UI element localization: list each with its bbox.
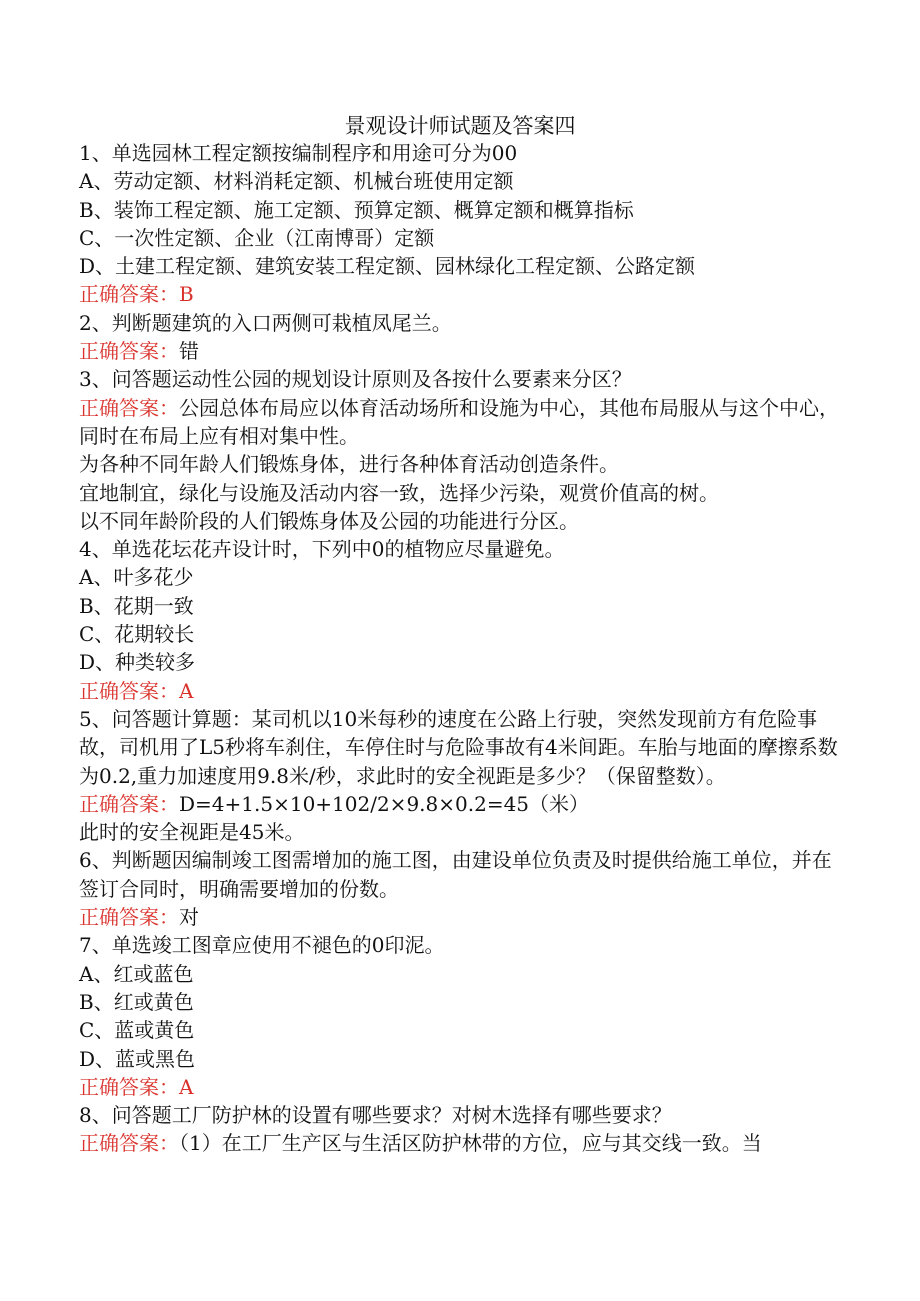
answer-line [79, 1129, 839, 1157]
question-stem: 4、单选花坛花卉设计时，下列中0的植物应尽量避免。 [79, 537, 565, 562]
option: A、红或蓝色 [79, 961, 194, 986]
question-stem: 2、判断题建筑的入口两侧可栽植凤尾兰。 [79, 310, 452, 335]
question-stem: 5、问答题计算题：某司机以10米每秒的速度在公路上行驶，突然发现前方有危险事故，司机用了L5秒将车刹住，车停住时与危险事故有4米间距。车胎与地面的摩擦系数为0.2,重力加速度用9.8米/秒，求此时的安全视距是多少？（保留整数）。 [79, 706, 838, 788]
answer-line [79, 337, 839, 365]
answer-label: 正确答案： [79, 905, 179, 930]
answer-line [79, 280, 839, 308]
answer-value: 公园总体布局应以体育活动场所和设施为中心，其他布局服从与这个中心，同时在布局上应有相对集中性。 [79, 395, 839, 448]
option: A、叶多花少 [79, 565, 194, 590]
answer-line [79, 677, 839, 705]
answer-paragraph: 为各种不同年龄人们锻炼身体，进行各种体育活动创造条件。 [79, 452, 619, 477]
option: B、装饰工程定额、施工定额、预算定额、概算定额和概算指标 [79, 197, 634, 222]
option: C、花期较长 [79, 622, 195, 647]
answer-line [79, 1073, 839, 1101]
answer-value: A [179, 1074, 194, 1099]
question-stem: 1、单选园林工程定额按编制程序和用途可分为00 [79, 141, 518, 165]
answer-line [79, 394, 839, 451]
answer-label: 正确答案： [79, 1131, 179, 1156]
answer-value: A [179, 678, 194, 703]
answer-label: 正确答案： [79, 282, 179, 307]
question-stem: 6、判断题因编制竣工图需增加的施工图，由建设单位负责及时提供给施工单位，并在签订合同时，明确需要增加的份数。 [79, 848, 832, 901]
answer-label: 正确答案： [79, 1074, 179, 1099]
answer-paragraph: 以不同年龄阶段的人们锻炼身体及公园的功能进行分区。 [79, 508, 579, 533]
option: D、蓝或黑色 [79, 1046, 196, 1071]
option: C、一次性定额、企业（江南博哥）定额 [79, 225, 435, 250]
option: B、红或黄色 [79, 989, 194, 1014]
answer-label: 正确答案： [79, 678, 179, 703]
answer-value: 错 [179, 339, 199, 364]
answer-line [79, 903, 839, 931]
option: D、土建工程定额、建筑安装工程定额、园林绿化工程定额、公路定额 [79, 254, 696, 279]
answer-paragraph: 宜地制宜，绿化与设施及活动内容一致，选择少污染，观赏价值高的树。 [79, 480, 719, 505]
question-stem: 8、问答题工厂防护林的设置有哪些要求？对树木选择有哪些要求？ [79, 1103, 672, 1128]
answer-label: 正确答案： [79, 395, 179, 420]
question-stem: 3、问答题运动性公园的规划设计原则及各按什么要素来分区？ [79, 367, 632, 392]
answer-value: 对 [179, 905, 199, 930]
option: B、花期一致 [79, 593, 194, 618]
answer-label: 正确答案： [79, 339, 179, 364]
option: D、种类较多 [79, 650, 196, 675]
option: C、蓝或黄色 [79, 1018, 195, 1043]
answer-label: 正确答案： [79, 791, 179, 816]
answer-value: D=4+1.5×10+102/2×9.8×0.2=45（米） [179, 791, 590, 816]
answer-line [79, 790, 839, 818]
question-stem: 7、单选竣工图章应使用不褪色的0印泥。 [79, 933, 445, 958]
document-title: 景观设计师试题及答案四 [344, 114, 576, 138]
document-body [79, 139, 839, 1158]
answer-value: B [179, 282, 194, 307]
answer-paragraph: 此时的安全视距是45米。 [79, 820, 305, 845]
option: A、劳动定额、材料消耗定额、机械台班使用定额 [79, 169, 514, 194]
answer-value: （1）在工厂生产区与生活区防护林带的方位，应与其交线一致。当 [179, 1131, 762, 1156]
